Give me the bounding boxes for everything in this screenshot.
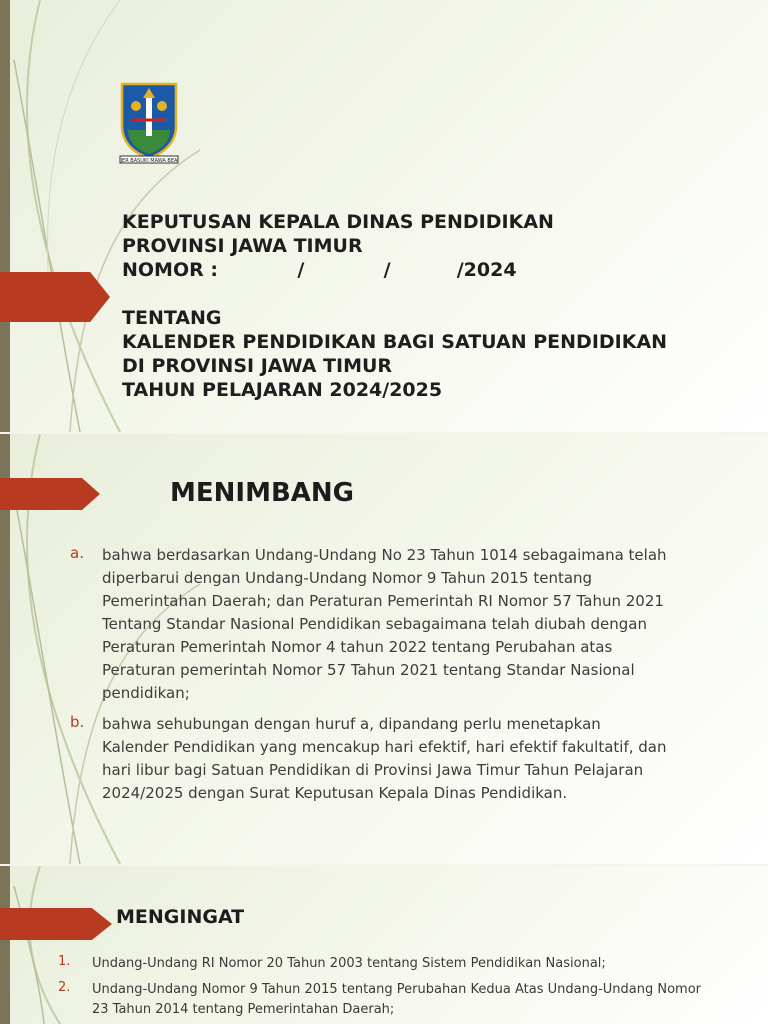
- east-java-coat-of-arms-icon: [118, 80, 180, 164]
- list-marker: 2.: [58, 980, 71, 995]
- accent-arrow: [0, 908, 112, 940]
- subject-line: TAHUN PELAJARAN 2024/2025: [122, 379, 443, 401]
- considerations-list: [70, 544, 670, 813]
- list-marker: 1.: [58, 954, 71, 969]
- logo-motto: JER BASUKI MAWA BEA: [120, 158, 178, 164]
- slide-title: [0, 0, 768, 432]
- legal-basis-list: [58, 954, 718, 1024]
- section-heading: MENIMBANG: [170, 478, 354, 508]
- list-item: [58, 954, 718, 974]
- section-heading: MENGINGAT: [116, 906, 245, 928]
- subject-line: KALENDER PENDIDIKAN BAGI SATUAN PENDIDIKAN: [122, 331, 668, 353]
- title-line: PROVINSI JAWA TIMUR: [122, 235, 363, 257]
- list-item: [70, 713, 670, 805]
- list-text: bahwa sehubungan dengan huruf a, dipandang perlu menetapkan Kalender Pendidikan yang mencakup hari efektif, hari efektif fakultatif, dan hari libur bagi Satuan Pendidikan di Provinsi Jawa Timur Tahun Pelajaran 2024/2025 dengan Surat Keputusan Kepala Dinas Pendidikan.: [102, 715, 667, 802]
- slide-mengingat: [0, 866, 768, 1024]
- list-text: Undang-Undang Nomor 9 Tahun 2015 tentang Perubahan Kedua Atas Undang-Undang Nomor 23 Tahun 2014 tentang Pemerintahan Daerah;: [92, 982, 702, 1017]
- slide-menimbang: [0, 434, 768, 864]
- title-line: KEPUTUSAN KEPALA DINAS PENDIDIKAN: [122, 211, 554, 233]
- decree-title: [122, 210, 667, 402]
- accent-arrow: [0, 478, 100, 510]
- accent-arrow: [0, 272, 110, 322]
- list-marker: b.: [70, 713, 85, 731]
- subject-line: DI PROVINSI JAWA TIMUR: [122, 355, 393, 377]
- list-text: Undang-Undang RI Nomor 20 Tahun 2003 tentang Sistem Pendidikan Nasional;: [92, 956, 606, 971]
- subject-line: TENTANG: [122, 307, 222, 329]
- list-marker: a.: [70, 544, 84, 562]
- list-item: [58, 980, 718, 1020]
- list-text: bahwa berdasarkan Undang-Undang No 23 Tahun 1014 sebagaimana telah diperbarui dengan Undang-Undang Nomor 9 Tahun 2015 tentang Pemerintahan Daerah; dan Peraturan Pemerintah RI Nomor 57 Tahun 2021 Tentang Standar Nasional Pendidikan sebagaimana telah diubah dengan Peraturan Pemerintah Nomor 4 tahun 2022 tentang Perubahan atas Peraturan pemerintah Nomor 57 Tahun 2021 tentang Standar Nasional pendidikan;: [102, 546, 667, 702]
- list-item: [70, 544, 670, 705]
- decree-number: NOMOR : / / /2024: [122, 259, 517, 281]
